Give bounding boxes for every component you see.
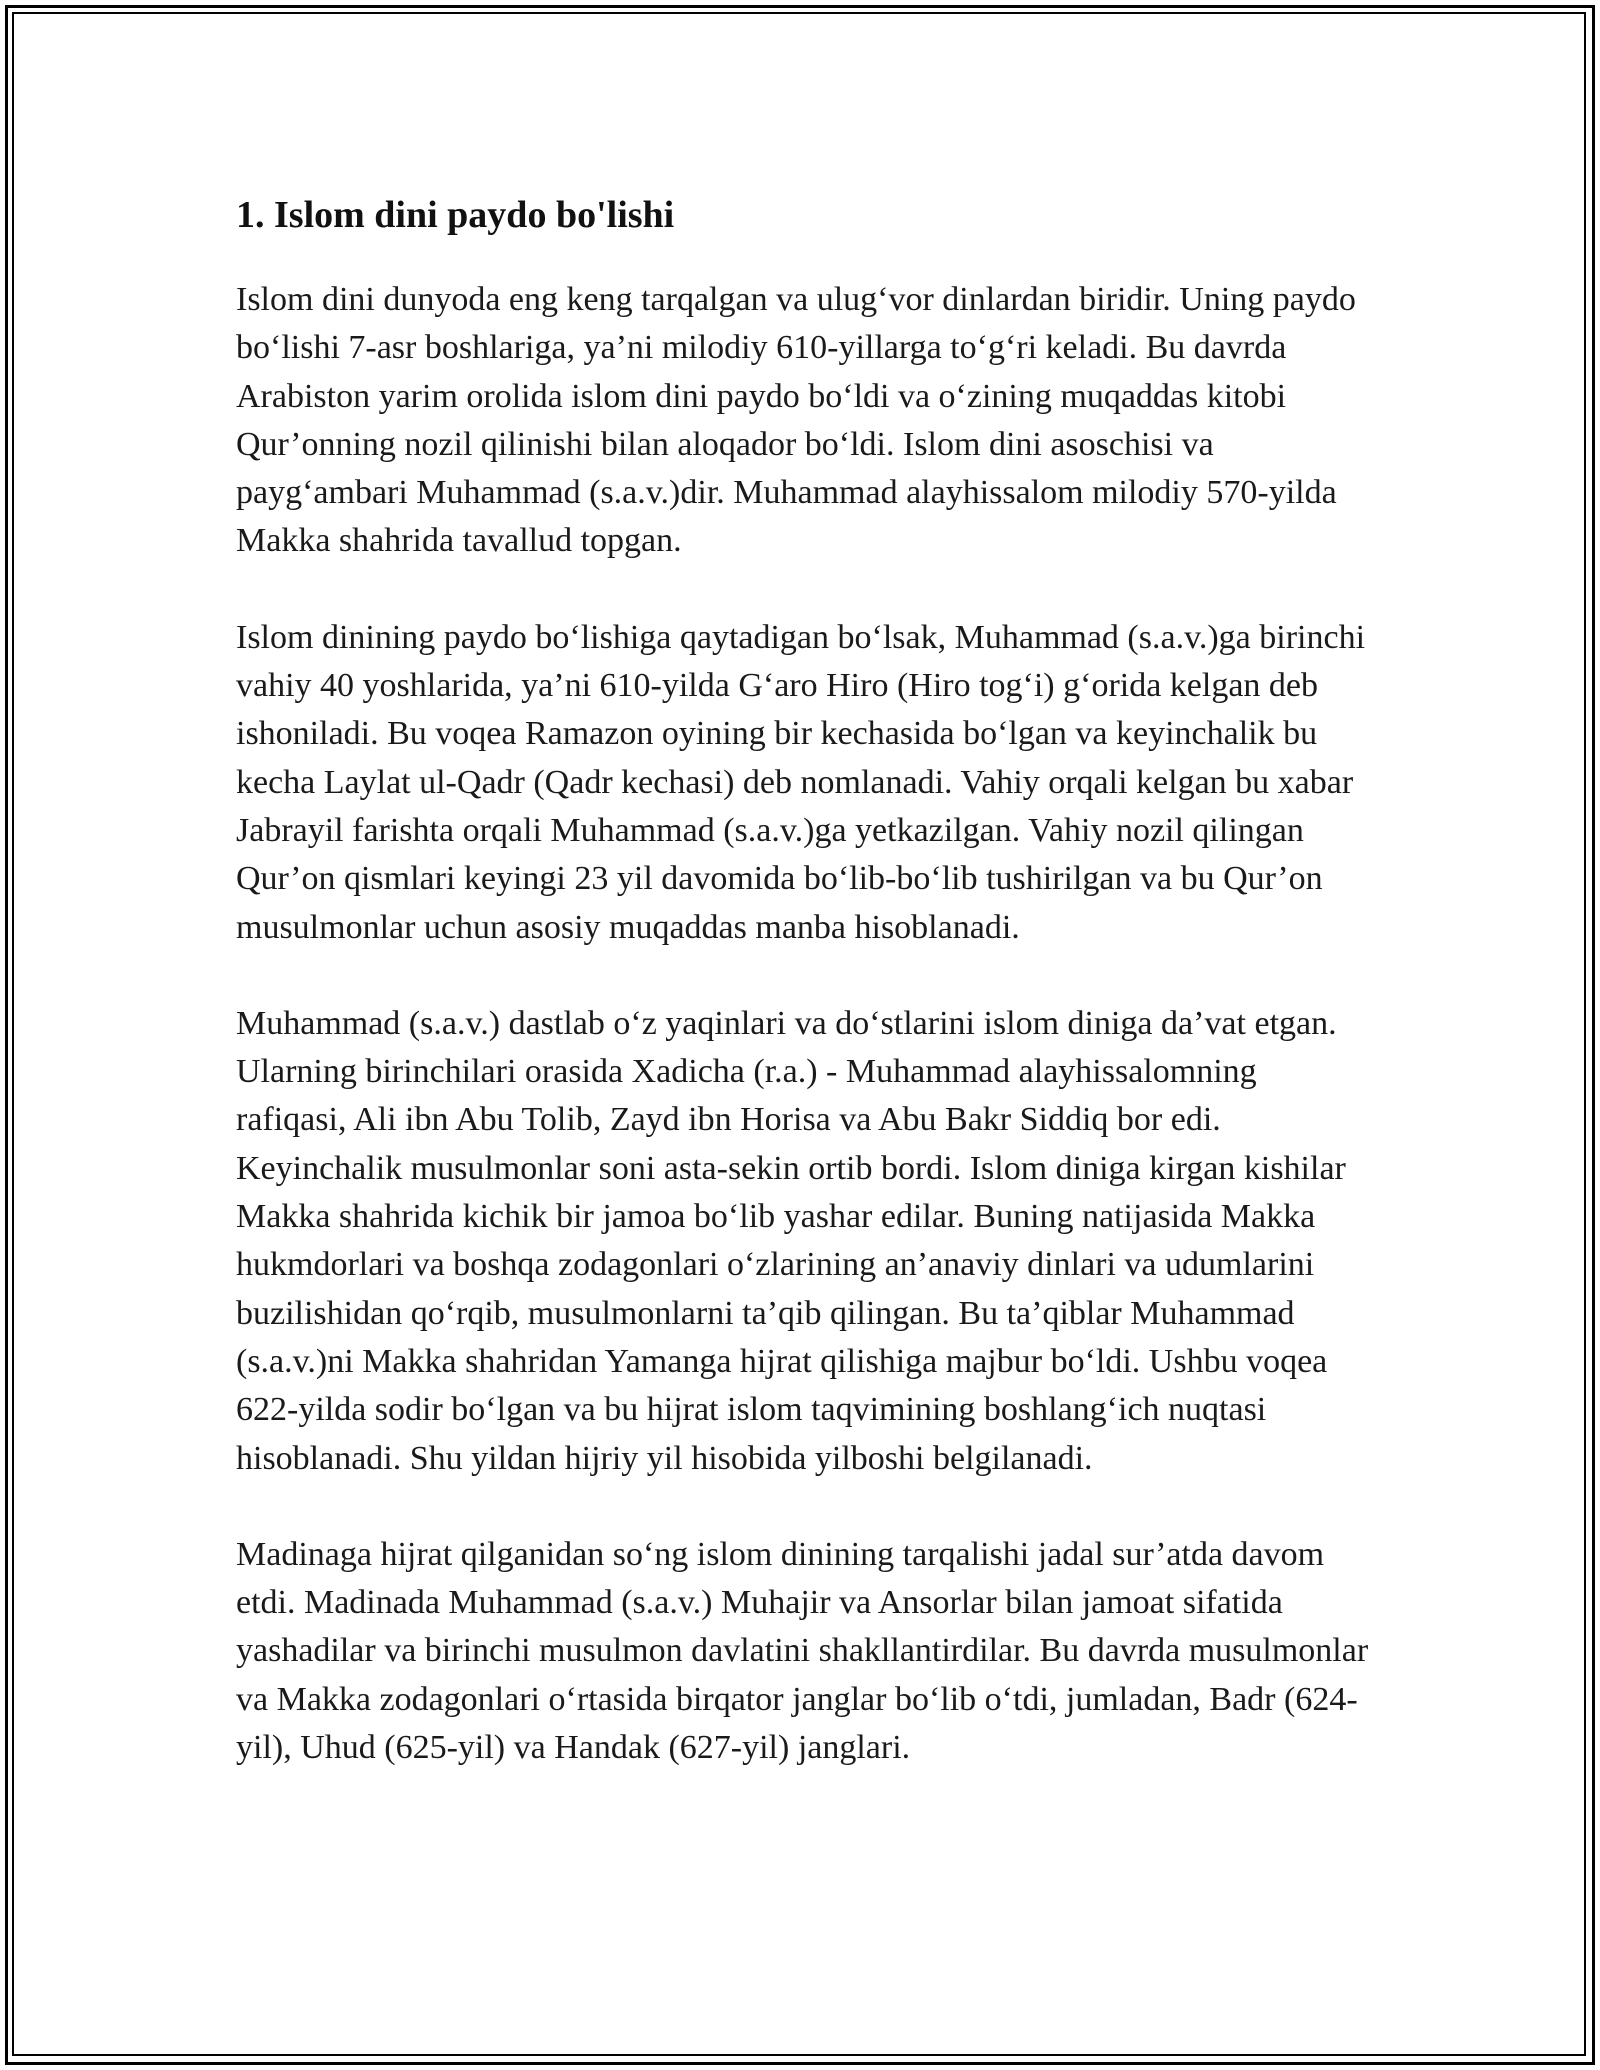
paragraph-1: Islom dini dunyoda eng keng tarqalgan va ulug‘vor dinlardan biridir. Uning paydo bo‘lishi 7-asr boshlariga, ya’ni milodiy 610-yillarga to‘g‘ri keladi. Bu davrda Arabiston yarim orolida islom dini paydo bo‘ldi va o‘zining muqaddas kitobi Qur’onning nozil qilinishi bilan aloqador bo‘ldi. Islom dini asoschisi va payg‘ambari Muhammad (s.a.v.)dir. Muhammad alayhissalom milodiy 570-yilda Makka shahrida tavallud topgan. [236, 281, 1356, 560]
paragraph-2: Islom dinining paydo bo‘lishiga qaytadigan bo‘lsak, Muhammad (s.a.v.)ga birinchi vahiy 40 yoshlarida, ya’ni 610-yilda G‘aro Hiro (Hiro tog‘i) g‘orida kelgan deb ishoniladi. Bu voqea Ramazon oyining bir kechasida bo‘lgan va keyinchalik bu kecha Laylat ul-Qadr (Qadr kechasi) deb nomlanadi. Vahiy orqali kelgan bu xabar Jabrayil farishta orqali Muhammad (s.a.v.)ga yetkazilgan. Vahiy nozil qilingan Qur’on qismlari keyingi 23 yil davomida bo‘lib-bo‘lib tushirilgan va bu Qur’on musulmonlar uchun asosiy muqaddas manba hisoblanadi. [236, 618, 1366, 946]
section-heading: 1. Islom dini paydo bo'lishi [236, 194, 675, 236]
document-body [236, 188, 1371, 1820]
paragraph-4: Madinaga hijrat qilganidan so‘ng islom dinining tarqalishi jadal sur’atda davom etdi. Madinada Muhammad (s.a.v.) Muhajir va Ansorlar bilan jamoat sifatida yashadilar va birinchi musulmon davlatini shakllantirdilar. Bu davrda musulmonlar va Makka zodagonlari o‘rtasida birqator janglar bo‘lib o‘tdi, jumladan, Badr (624-yil), Uhud (625-yil) va Handak (627-yil) janglari. [236, 1535, 1369, 1767]
paragraph-3: Muhammad (s.a.v.) dastlab o‘z yaqinlari va do‘stlarini islom diniga da’vat etgan. Ularning birinchilari orasida Xadicha (r.a.) - Muhammad alayhissalomning rafiqasi, Ali ibn Abu Tolib, Zayd ibn Horisa va Abu Bakr Siddiq bor edi. Keyinchalik musulmonlar soni asta-sekin ortib bordi. Islom diniga kirgan kishilar Makka shahrida kichik bir jamoa bo‘lib yashar edilar. Buning natijasida Makka hukmdorlari va boshqa zodagonlari o‘zlarining an’anaviy dinlari va udumlarini buzilishidan qo‘rqib, musulmonlarni ta’qib qilingan. Bu ta’qiblar Muhammad (s.a.v.)ni Makka shahridan Yamanga hijrat qilishiga majbur bo‘ldi. Ushbu voqea 622-yilda sodir bo‘lgan va bu hijrat islom taqvimining boshlang‘ich nuqtasi hisoblanadi. Shu yildan hijriy yil hisobida yilboshi belgilanadi. [236, 1004, 1346, 1477]
